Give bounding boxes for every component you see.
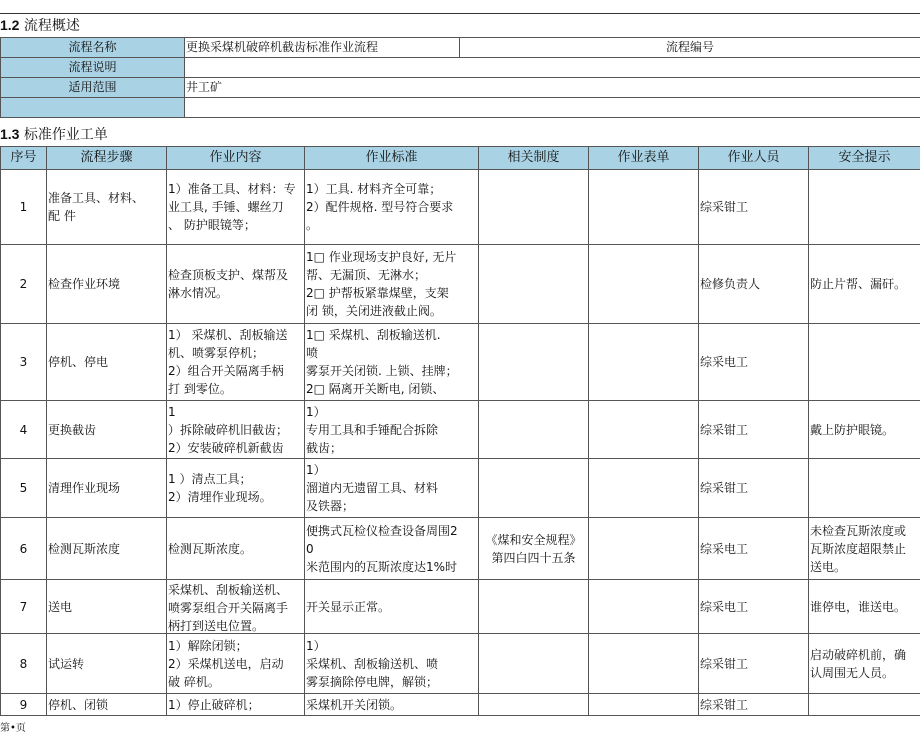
work-form-cell [589,634,699,694]
step-name: 更换截齿 [48,422,97,437]
step-number: 2 [19,277,28,291]
related-regulation-cell [479,245,589,324]
step-number: 5 [19,481,28,495]
work-content-cell [167,245,305,324]
section-title-1-3 [0,125,108,144]
worker: 综采电工 [700,355,749,369]
table-row [1,694,920,716]
step-name: 送电 [48,599,73,614]
section-number: 1.3 [0,126,20,142]
work-standard: 1□ 作业现场支护良好, 无片 帮、无漏顶、无淋水； 2□ 护帮板紧靠煤壁，支架 闭 锁，关闭进液截止阀。 [306,250,457,318]
safety-tip-cell [809,324,920,401]
step-number: 9 [19,697,28,712]
work-standard: 1□ 采煤机、刮板输送机. 喷 雾泵开关闭锁. 上锁、挂牌； 2□ 隔离开关断电, 闭锁、 [306,328,458,396]
table-body [1,170,920,716]
related-regulation-cell [479,459,589,518]
process-desc-value [185,58,920,78]
work-form-cell [589,324,699,401]
table-header-row [1,147,920,170]
work-content: 1）停止破碎机； [168,697,260,712]
worker-cell [699,401,809,459]
work-standard-cell [305,694,479,716]
worker-cell [699,170,809,245]
page-footer: 第•页 [0,723,26,734]
worker-cell [699,694,809,716]
blank-value-cell [185,98,920,118]
safety-tip-cell [809,694,920,716]
worker: 综采钳工 [700,422,749,437]
work-standard-cell [305,459,479,518]
work-standard-cell [305,170,479,245]
work-content: 1）准备工具、材料：专 业工具, 手锤、螺丝刀 、 防护眼镜等； [168,182,296,232]
step-number: 4 [19,422,28,437]
step-name: 清理作业现场 [48,481,121,495]
work-standard-cell [305,401,479,459]
work-standard-cell [305,324,479,401]
table-row [1,245,920,324]
related-regulation-cell [479,170,589,245]
work-content-cell [167,694,305,716]
step-number: 6 [19,541,28,556]
table-row [1,580,920,634]
safety-tip-cell [809,170,920,245]
step-name: 停机、闭锁 [48,697,109,712]
step-name: 停机、停电 [48,355,109,369]
work-standard: 1） 溜道内无遗留工具、材料 及铁器； [306,463,439,513]
header-standard: 作业标准 [305,147,479,170]
worker: 综采电工 [700,541,749,556]
related-regulation-cell [479,401,589,459]
work-standard: 便携式瓦检仪检查设备周围2 0 米范围内的瓦斯浓度达1%时 [306,523,458,574]
header-safety: 安全提示 [809,147,920,170]
work-standard: 1） 专用工具和手锤配合拆除 截齿； [306,404,439,455]
table-row [1,324,920,401]
worker: 检修负责人 [700,277,761,291]
work-content-cell [167,170,305,245]
step-number: 8 [19,656,28,671]
step-name: 准备工具、材料、 配 件 [48,191,145,223]
step-number-cell [1,401,47,459]
section-heading: 标准作业工单 [23,127,108,143]
work-standard: 开关显示正常。 [306,599,391,614]
header-worker: 作业人员 [699,147,809,170]
worker: 综采电工 [700,599,749,614]
step-name-cell [47,459,167,518]
safety-tip: 戴上防护眼镜。 [810,422,895,437]
work-content-cell [167,401,305,459]
work-form-cell [589,170,699,245]
process-code-label: 流程编号 [665,40,714,54]
related-regulation-cell [479,518,589,580]
table-row [1,634,920,694]
work-content-cell [167,518,305,580]
work-content-cell [167,459,305,518]
work-form-cell [589,401,699,459]
worker-cell [699,580,809,634]
step-name: 试运转 [48,656,85,671]
work-content: 1）解除闭锁； 2）采煤机送电，启动 破 碎机。 [168,638,284,689]
work-form-cell [589,459,699,518]
safety-tip-cell [809,580,920,634]
step-name: 检查作业环境 [48,277,121,291]
related-regulation-cell [479,580,589,634]
step-name-cell [47,634,167,694]
safety-tip: 防止片帮、漏矸。 [810,277,907,291]
work-form-cell [589,694,699,716]
work-standard-cell [305,634,479,694]
work-content-cell [167,324,305,401]
step-name-cell [47,580,167,634]
related-regulation-cell [479,694,589,716]
worker-cell [699,245,809,324]
worker-cell [699,324,809,401]
header-form: 作业表单 [589,147,699,170]
header-content: 作业内容 [167,147,305,170]
work-form-cell [589,245,699,324]
step-number-cell [1,459,47,518]
work-standard: 采煤机开关闭锁。 [306,697,403,712]
work-content: 1 ）拆除破碎机旧截齿； 2）安装破碎机新截齿 [168,404,289,455]
top-rule [0,13,920,14]
section-number: 1.2 [0,17,20,33]
work-content-cell [167,634,305,694]
section-heading: 流程概述 [23,18,80,34]
step-number-cell [1,245,47,324]
worker: 综采钳工 [700,697,749,712]
section-title-1-2 [0,16,80,35]
header-no: 序号 [1,147,47,170]
header-step: 流程步骤 [47,147,167,170]
step-number: 7 [19,599,28,614]
related-regulation: 《煤和安全规程》 第四白四十五条 [485,532,582,565]
step-number: 3 [19,355,28,369]
work-content: 检测瓦斯浓度。 [168,541,253,556]
table-row [1,459,920,518]
work-standard: 1）工具. 材料齐全可靠； 2）配件规格. 型号符合要求 。 [306,182,454,232]
step-number: 1 [19,200,28,214]
table-row [1,170,920,245]
standard-work-order-table [0,146,920,716]
related-regulation-cell [479,634,589,694]
step-number-cell [1,634,47,694]
step-name-cell [47,170,167,245]
work-content: 1 ）清点工具； 2）清埋作业现场。 [168,472,272,504]
step-number-cell [1,324,47,401]
worker-cell [699,459,809,518]
safety-tip-cell [809,634,920,694]
work-content-cell [167,580,305,634]
work-form-cell [589,580,699,634]
step-number-cell [1,694,47,716]
table-row [1,518,920,580]
safety-tip: 启动破碎机前，确 认周围无人员。 [810,647,907,680]
work-content: 采煤机、刮板输送机、 喷雾泵组合开关隔离手 柄打到送电位置。 [168,582,289,633]
step-name-cell [47,694,167,716]
step-name: 检测瓦斯浓度 [48,541,121,556]
step-number-cell [1,580,47,634]
safety-tip-cell [809,518,920,580]
step-name-cell [47,518,167,580]
step-name-cell [47,401,167,459]
step-name-cell [47,245,167,324]
work-content: 检查顶板支护、煤帮及 淋水情况。 [168,268,289,300]
safety-tip-cell [809,459,920,518]
process-scope-value: 井工矿 [185,78,920,98]
process-code-cell [460,38,920,58]
safety-tip: 谁停电，谁送电。 [810,599,907,614]
process-desc-label: 流程说明 [1,58,185,78]
process-overview-table [0,37,920,118]
related-regulation-cell [479,324,589,401]
worker-cell [699,634,809,694]
work-standard-cell [305,580,479,634]
step-number-cell [1,518,47,580]
safety-tip-cell [809,401,920,459]
table-row [1,401,920,459]
step-name-cell [47,324,167,401]
step-number-cell [1,170,47,245]
process-name-label: 流程名称 [1,38,185,58]
blank-label-cell [1,98,185,118]
worker: 综采钳工 [700,656,749,671]
worker: 综采钳工 [700,481,749,495]
process-name-value: 更换采煤机破碎机截齿标准作业流程 [185,38,460,58]
work-form-cell [589,518,699,580]
process-scope-label: 适用范围 [1,78,185,98]
work-standard: 1） 采煤机、刮板输送机、喷 雾泵摘除停电牌，解锁； [306,638,439,689]
safety-tip-cell [809,245,920,324]
safety-tip: 未检查瓦斯浓度或 瓦斯浓度超限禁止 送电。 [810,523,907,574]
work-content: 1） 采煤机、刮板输送 机、喷雾泵停机； 2）组合开关隔离手柄 打 到零位。 [168,328,288,396]
header-regulation: 相关制度 [479,147,589,170]
worker: 综采钳工 [700,200,749,214]
worker-cell [699,518,809,580]
work-standard-cell [305,518,479,580]
work-standard-cell [305,245,479,324]
